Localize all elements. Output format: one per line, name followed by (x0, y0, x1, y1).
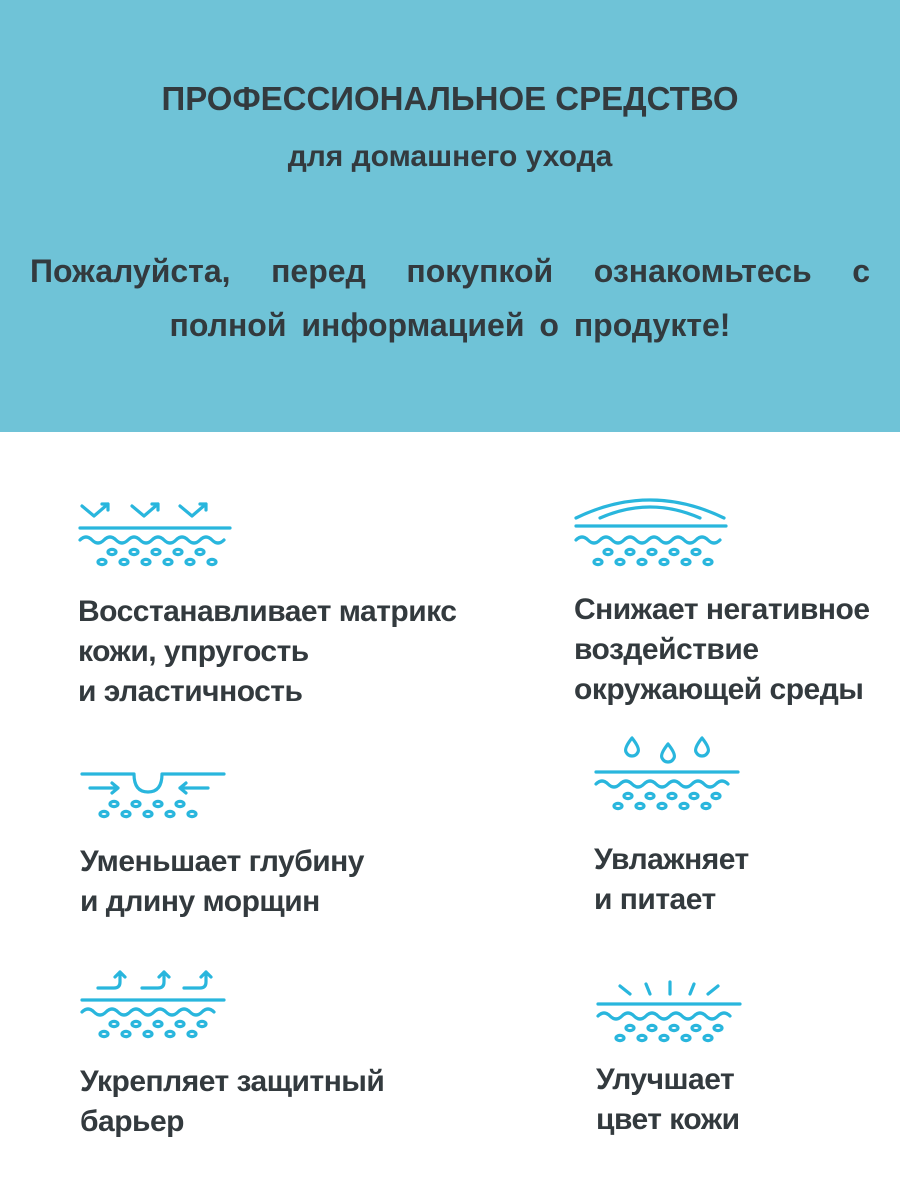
skin-radiance-icon (596, 980, 746, 1048)
feature-text: Увлажняет и питает (594, 843, 749, 916)
feature-matrix (78, 496, 458, 712)
feature-protection (574, 488, 894, 710)
feature-text: Уменьшает глубину и длину морщин (80, 845, 364, 918)
skin-wrinkle-icon (80, 770, 230, 822)
skin-shield-dome-icon (574, 488, 734, 572)
skin-barrier-arrows-icon (80, 966, 230, 1042)
notice-line-2: полной информацией о продукте! (169, 307, 731, 343)
feature-wrinkles (80, 770, 400, 922)
header-banner (0, 0, 900, 432)
banner-subtitle: для домашнего ухода (287, 140, 613, 173)
feature-text: Восстанавливает матрикс кожи, упругость и эластичность (78, 595, 457, 708)
feature-text: Снижает негативное воздействие окружающей среды (574, 593, 870, 706)
feature-text: Улучшает цвет кожи (596, 1063, 740, 1136)
feature-text: Укрепляет защитный барьер (80, 1065, 385, 1138)
notice-line-1: Пожалуйста, перед покупкой ознакомьтесь с (30, 253, 870, 289)
skin-moisture-drops-icon (594, 734, 744, 814)
feature-barrier (80, 966, 420, 1142)
banner-notice (30, 244, 870, 352)
skin-matrix-arrows-icon (78, 496, 238, 572)
feature-moisture (594, 734, 854, 920)
banner-title: ПРОФЕССИОНАЛЬНОЕ СРЕДСТВО (161, 80, 739, 117)
feature-complexion (596, 980, 856, 1140)
